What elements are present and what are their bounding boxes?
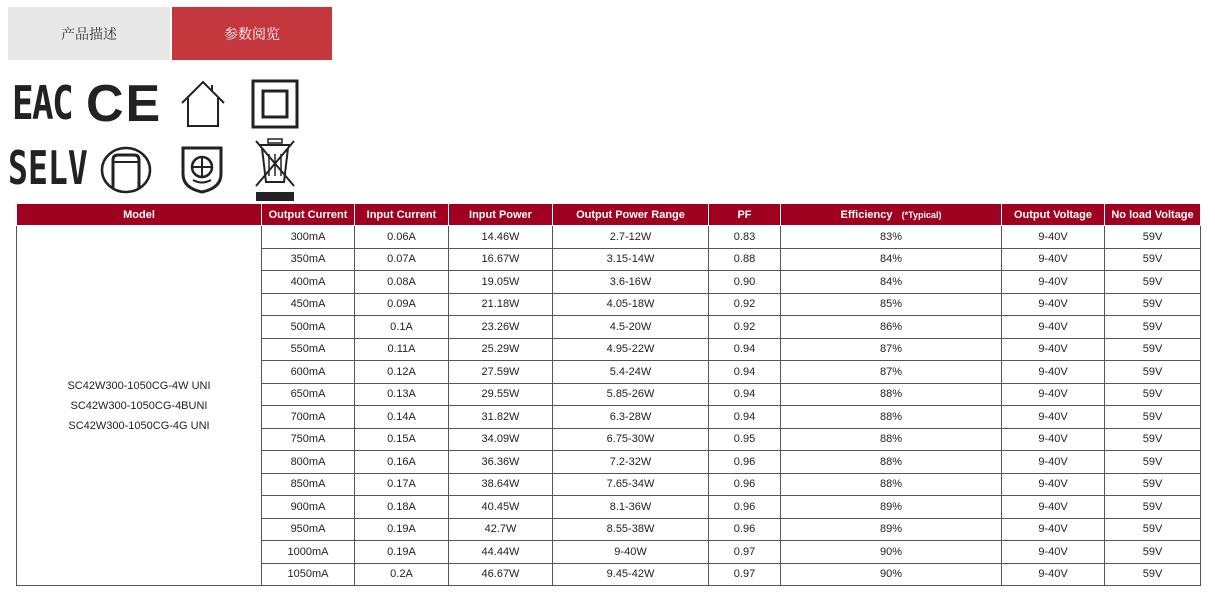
cell-output-power-range: 8.55-38W — [553, 518, 709, 541]
cell-output-current: 550mA — [262, 338, 355, 361]
cell-output-voltage: 9-40V — [1002, 226, 1105, 249]
cell-no-load-voltage: 59V — [1105, 451, 1201, 474]
tab-parameter-overview[interactable]: 参数阅览 — [172, 7, 332, 60]
cell-efficiency: 87% — [781, 338, 1002, 361]
cell-input-power: 25.29W — [449, 338, 553, 361]
cell-input-power: 38.64W — [449, 473, 553, 496]
header-output-voltage: Output Voltage — [1002, 204, 1105, 226]
cell-input-power: 44.44W — [449, 541, 553, 564]
cell-input-power: 40.45W — [449, 496, 553, 519]
cell-output-current: 500mA — [262, 316, 355, 339]
cell-no-load-voltage: 59V — [1105, 226, 1201, 249]
cell-input-current: 0.15A — [355, 428, 449, 451]
cell-efficiency: 90% — [781, 563, 1002, 586]
cell-output-power-range: 8.1-36W — [553, 496, 709, 519]
cell-efficiency: 85% — [781, 293, 1002, 316]
header-output-current: Output Current — [262, 204, 355, 226]
cell-input-power: 16.67W — [449, 248, 553, 271]
furniture-mounting-icon — [100, 146, 152, 194]
cell-output-power-range: 5.4-24W — [553, 361, 709, 384]
cell-input-power: 27.59W — [449, 361, 553, 384]
model-name: SC42W300-1050CG-4BUNI — [70, 399, 208, 412]
cell-output-power-range: 9-40W — [553, 541, 709, 564]
cell-output-voltage: 9-40V — [1002, 406, 1105, 429]
cell-output-power-range: 6.75-30W — [553, 428, 709, 451]
cell-output-current: 450mA — [262, 293, 355, 316]
cell-pf: 0.97 — [709, 541, 781, 564]
cell-output-power-range: 7.65-34W — [553, 473, 709, 496]
cell-input-power: 34.09W — [449, 428, 553, 451]
cell-pf: 0.96 — [709, 496, 781, 519]
cell-pf: 0.96 — [709, 518, 781, 541]
cell-input-power: 31.82W — [449, 406, 553, 429]
cell-pf: 0.95 — [709, 428, 781, 451]
cell-output-power-range: 6.3-28W — [553, 406, 709, 429]
cell-output-current: 900mA — [262, 496, 355, 519]
cell-input-current: 0.13A — [355, 383, 449, 406]
cell-efficiency: 88% — [781, 451, 1002, 474]
cell-input-power: 23.26W — [449, 316, 553, 339]
cell-input-power: 42.7W — [449, 518, 553, 541]
cell-efficiency: 83% — [781, 226, 1002, 249]
cell-input-current: 0.17A — [355, 473, 449, 496]
tab-bar — [8, 7, 332, 60]
cell-pf: 0.96 — [709, 451, 781, 474]
cell-output-voltage: 9-40V — [1002, 361, 1105, 384]
cell-no-load-voltage: 59V — [1105, 248, 1201, 271]
cell-output-current: 700mA — [262, 406, 355, 429]
cell-output-current: 650mA — [262, 383, 355, 406]
cell-output-power-range: 9.45-42W — [553, 563, 709, 586]
cell-no-load-voltage: 59V — [1105, 428, 1201, 451]
double-insulation-icon — [251, 79, 299, 129]
selv-icon: SELV — [8, 141, 88, 195]
cell-pf: 0.83 — [709, 226, 781, 249]
cell-output-current: 350mA — [262, 248, 355, 271]
cell-pf: 0.90 — [709, 271, 781, 294]
cell-no-load-voltage: 59V — [1105, 316, 1201, 339]
header-model: Model — [17, 204, 262, 226]
cell-pf: 0.92 — [709, 293, 781, 316]
cell-output-current: 850mA — [262, 473, 355, 496]
cell-output-voltage: 9-40V — [1002, 248, 1105, 271]
cell-no-load-voltage: 59V — [1105, 338, 1201, 361]
cell-input-current: 0.16A — [355, 451, 449, 474]
cell-output-voltage: 9-40V — [1002, 338, 1105, 361]
header-no-load-voltage: No load Voltage — [1105, 204, 1201, 226]
cell-input-current: 0.09A — [355, 293, 449, 316]
cell-efficiency: 88% — [781, 428, 1002, 451]
ce-icon: CE — [86, 75, 163, 133]
indoor-use-icon — [178, 79, 228, 129]
cell-pf: 0.94 — [709, 383, 781, 406]
header-efficiency: Efficiency (*Typical) — [781, 204, 1002, 226]
tab-product-description[interactable]: 产品描述 — [8, 7, 170, 60]
efficiency-note: (*Typical) — [901, 209, 942, 220]
cell-no-load-voltage: 59V — [1105, 496, 1201, 519]
cell-output-voltage: 9-40V — [1002, 271, 1105, 294]
cell-efficiency: 87% — [781, 361, 1002, 384]
cell-input-power: 46.67W — [449, 563, 553, 586]
cell-output-power-range: 7.2-32W — [553, 451, 709, 474]
cell-efficiency: 89% — [781, 518, 1002, 541]
cell-output-voltage: 9-40V — [1002, 451, 1105, 474]
cell-input-current: 0.12A — [355, 361, 449, 384]
cell-output-voltage: 9-40V — [1002, 496, 1105, 519]
cell-no-load-voltage: 59V — [1105, 383, 1201, 406]
cell-output-power-range: 4.05-18W — [553, 293, 709, 316]
cell-output-voltage: 9-40V — [1002, 383, 1105, 406]
eac-icon: EAC — [12, 76, 73, 130]
cell-input-current: 0.19A — [355, 518, 449, 541]
cell-output-power-range: 3.6-16W — [553, 271, 709, 294]
cell-efficiency: 89% — [781, 496, 1002, 519]
cell-efficiency: 86% — [781, 316, 1002, 339]
cell-output-power-range: 5.85-26W — [553, 383, 709, 406]
cell-no-load-voltage: 59V — [1105, 361, 1201, 384]
spec-table — [16, 204, 1201, 586]
weee-bin-icon — [253, 136, 297, 204]
cell-output-voltage: 9-40V — [1002, 316, 1105, 339]
model-cell — [17, 226, 262, 586]
cell-input-current: 0.08A — [355, 271, 449, 294]
cell-input-current: 0.14A — [355, 406, 449, 429]
cell-pf: 0.96 — [709, 473, 781, 496]
cell-no-load-voltage: 59V — [1105, 563, 1201, 586]
cell-input-power: 21.18W — [449, 293, 553, 316]
cell-pf: 0.94 — [709, 406, 781, 429]
cell-output-voltage: 9-40V — [1002, 473, 1105, 496]
table-row — [17, 226, 1201, 249]
cell-output-current: 300mA — [262, 226, 355, 249]
cell-pf: 0.94 — [709, 338, 781, 361]
cell-output-voltage: 9-40V — [1002, 428, 1105, 451]
cell-efficiency: 90% — [781, 541, 1002, 564]
cell-efficiency: 84% — [781, 271, 1002, 294]
cell-efficiency: 88% — [781, 406, 1002, 429]
cell-output-voltage: 9-40V — [1002, 541, 1105, 564]
cell-output-voltage: 9-40V — [1002, 293, 1105, 316]
model-name: SC42W300-1050CG-4G UNI — [68, 419, 210, 432]
cell-pf: 0.92 — [709, 316, 781, 339]
cell-no-load-voltage: 59V — [1105, 293, 1201, 316]
cell-input-current: 0.06A — [355, 226, 449, 249]
cell-output-current: 800mA — [262, 451, 355, 474]
cell-output-power-range: 2.7-12W — [553, 226, 709, 249]
cell-efficiency: 88% — [781, 473, 1002, 496]
cell-pf: 0.94 — [709, 361, 781, 384]
cell-output-current: 950mA — [262, 518, 355, 541]
cell-output-voltage: 9-40V — [1002, 563, 1105, 586]
cell-efficiency: 84% — [781, 248, 1002, 271]
cell-output-current: 600mA — [262, 361, 355, 384]
cell-pf: 0.97 — [709, 563, 781, 586]
cell-output-power-range: 4.95-22W — [553, 338, 709, 361]
cell-no-load-voltage: 59V — [1105, 473, 1201, 496]
cell-output-power-range: 3.15-14W — [553, 248, 709, 271]
header-pf: PF — [709, 204, 781, 226]
cell-output-current: 1000mA — [262, 541, 355, 564]
cell-no-load-voltage: 59V — [1105, 541, 1201, 564]
header-output-power-range: Output Power Range — [553, 204, 709, 226]
cell-input-current: 0.1A — [355, 316, 449, 339]
cell-input-power: 19.05W — [449, 271, 553, 294]
cell-input-current: 0.11A — [355, 338, 449, 361]
cell-no-load-voltage: 59V — [1105, 406, 1201, 429]
header-input-power: Input Power — [449, 204, 553, 226]
cell-input-power: 36.36W — [449, 451, 553, 474]
cell-no-load-voltage: 59V — [1105, 271, 1201, 294]
model-name: SC42W300-1050CG-4W UNI — [67, 379, 211, 392]
cell-efficiency: 88% — [781, 383, 1002, 406]
cell-output-current: 750mA — [262, 428, 355, 451]
cell-input-power: 14.46W — [449, 226, 553, 249]
cell-pf: 0.88 — [709, 248, 781, 271]
cell-output-current: 400mA — [262, 271, 355, 294]
cell-output-voltage: 9-40V — [1002, 518, 1105, 541]
cell-input-power: 29.55W — [449, 383, 553, 406]
cell-input-current: 0.07A — [355, 248, 449, 271]
table-header-row — [17, 204, 1201, 226]
ip-protection-icon — [180, 144, 224, 194]
cell-input-current: 0.19A — [355, 541, 449, 564]
cell-output-power-range: 4.5-20W — [553, 316, 709, 339]
cell-output-current: 1050mA — [262, 563, 355, 586]
header-input-current: Input Current — [355, 204, 449, 226]
cell-no-load-voltage: 59V — [1105, 518, 1201, 541]
cell-input-current: 0.2A — [355, 563, 449, 586]
cell-input-current: 0.18A — [355, 496, 449, 519]
